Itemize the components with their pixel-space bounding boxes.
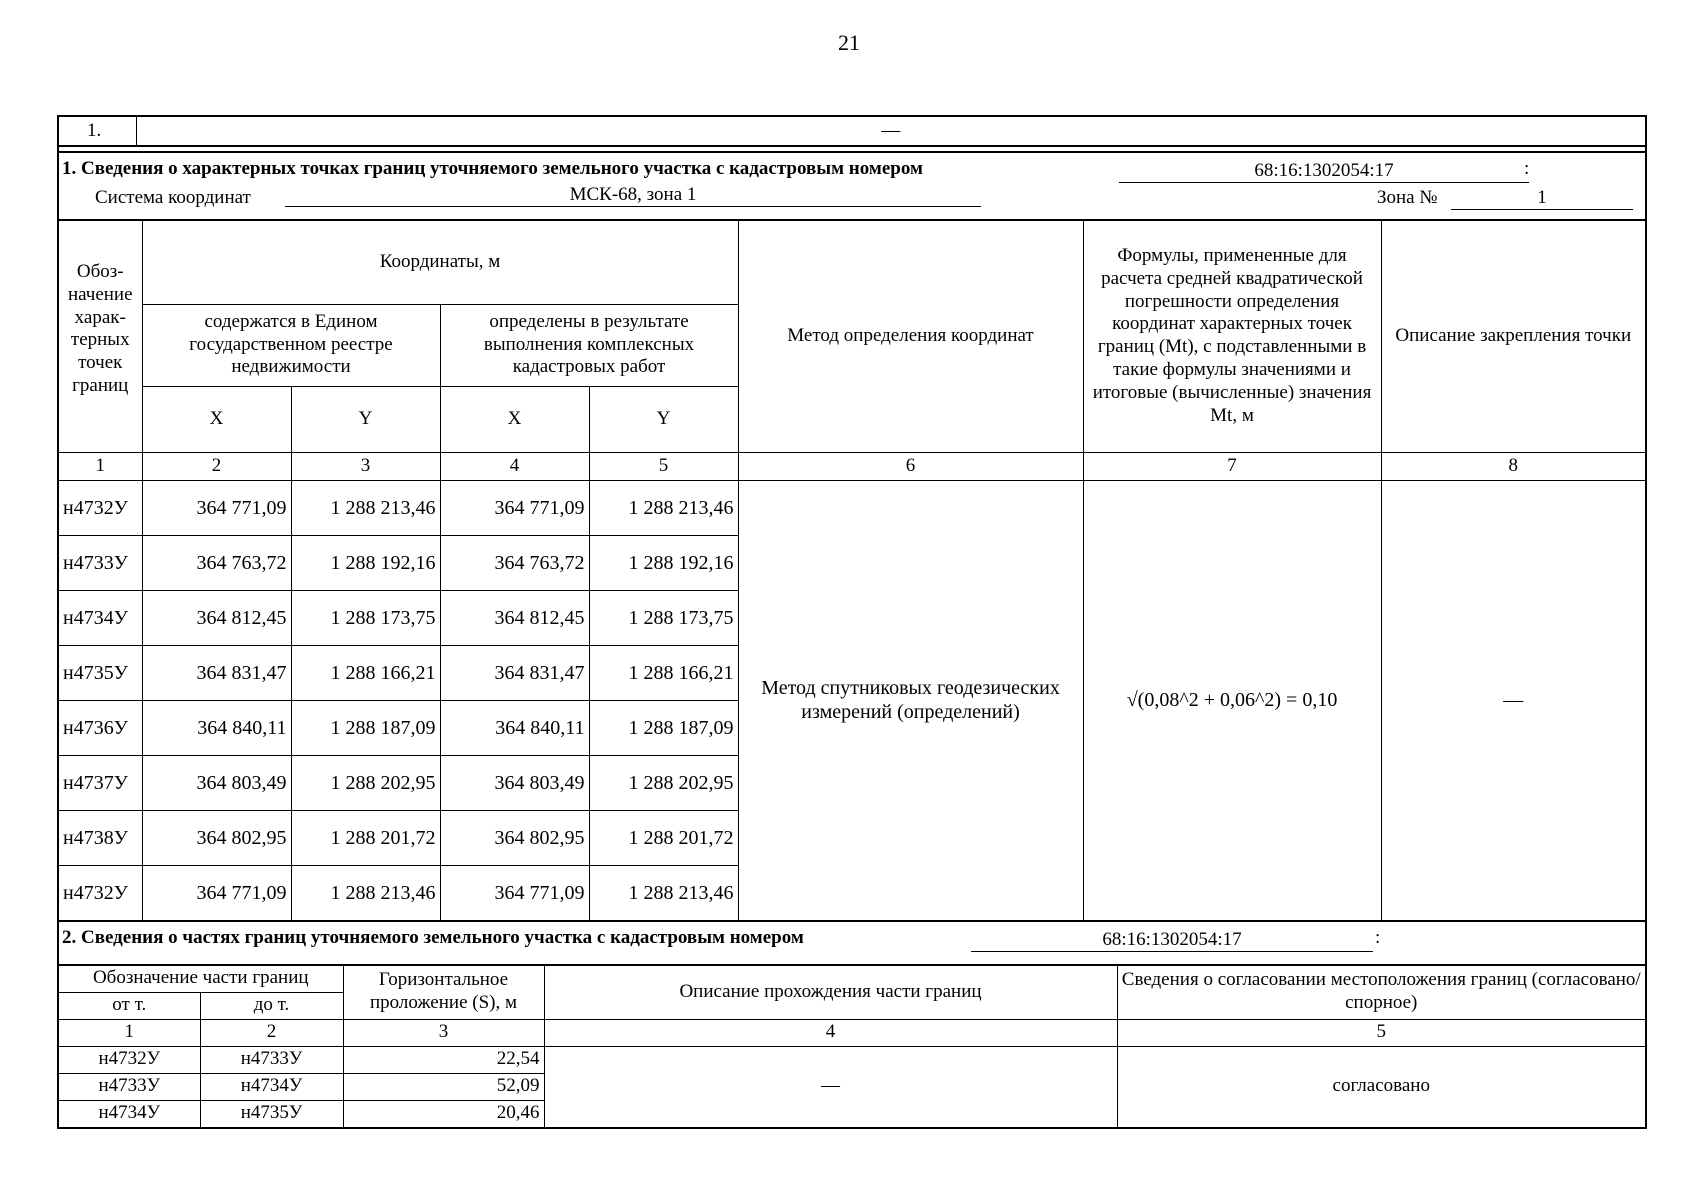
y-kkr-value: 1 288 213,46 xyxy=(589,480,738,535)
horizontal-value: 20,46 xyxy=(343,1100,544,1128)
y-kkr-value: 1 288 213,46 xyxy=(589,865,738,921)
x-kkr-value: 364 771,09 xyxy=(440,865,589,921)
header-to: до т. xyxy=(200,992,343,1019)
x-egrn-value: 364 812,45 xyxy=(142,590,291,645)
x-kkr-value: 364 771,09 xyxy=(440,480,589,535)
point-id: н4736У xyxy=(58,700,142,755)
method-value: Метод спутниковых геодезических измерений (определений) xyxy=(738,480,1083,921)
top-row-value: — xyxy=(136,116,1646,146)
y-egrn-value: 1 288 201,72 xyxy=(291,810,440,865)
header-agreement: Сведения о согласовании местоположения границ (согласовано/спорное) xyxy=(1117,965,1646,1020)
col-number: 4 xyxy=(544,1019,1117,1046)
header-x-egrn: X xyxy=(142,386,291,452)
section1-title: 1. Сведения о характерных точках границ уточняемого земельного участка с кадастровым номером xyxy=(62,158,923,179)
header-kkr: определены в результате выполнения комплексных кадастровых работ xyxy=(440,304,738,386)
col-number: 6 xyxy=(738,452,1083,480)
x-kkr-value: 364 802,95 xyxy=(440,810,589,865)
y-egrn-value: 1 288 192,16 xyxy=(291,535,440,590)
section2-header xyxy=(57,922,1647,964)
x-egrn-value: 364 831,47 xyxy=(142,645,291,700)
section2-cadastral-number: 68:16:1302054:17 xyxy=(971,929,1373,952)
horizontal-value: 52,09 xyxy=(343,1073,544,1100)
y-egrn-value: 1 288 173,75 xyxy=(291,590,440,645)
header-horizontal: Горизонтальное проложение (S), м xyxy=(343,965,544,1020)
col-number: 2 xyxy=(200,1019,343,1046)
section2-colon: : xyxy=(1375,926,1381,948)
col-number: 5 xyxy=(1117,1019,1646,1046)
col-number: 1 xyxy=(58,452,142,480)
y-kkr-value: 1 288 187,09 xyxy=(589,700,738,755)
table-row xyxy=(58,480,1646,535)
y-kkr-value: 1 288 201,72 xyxy=(589,810,738,865)
header-y-kkr: Y xyxy=(589,386,738,452)
section2-title: 2. Сведения о частях границ уточняемого земельного участка с кадастровым номером xyxy=(62,926,804,948)
header-x-kkr: X xyxy=(440,386,589,452)
from-point: н4732У xyxy=(58,1046,200,1073)
point-id: н4737У xyxy=(58,755,142,810)
header-coordinates: Координаты, м xyxy=(142,220,738,304)
y-egrn-value: 1 288 202,95 xyxy=(291,755,440,810)
x-egrn-value: 364 802,95 xyxy=(142,810,291,865)
col-number: 5 xyxy=(589,452,738,480)
to-point: н4734У xyxy=(200,1073,343,1100)
fixing-value: — xyxy=(1381,480,1646,921)
x-egrn-value: 364 803,49 xyxy=(142,755,291,810)
header-method: Метод определения координат xyxy=(738,220,1083,452)
top-row-table xyxy=(57,115,1647,147)
point-id: н4735У xyxy=(58,645,142,700)
to-point: н4733У xyxy=(200,1046,343,1073)
point-id: н4734У xyxy=(58,590,142,645)
x-egrn-value: 364 771,09 xyxy=(142,480,291,535)
coord-system-label: Система координат xyxy=(95,187,251,208)
page-number: 21 xyxy=(838,30,860,55)
points-table xyxy=(57,219,1647,922)
coord-system-value: МСК-68, зона 1 xyxy=(285,184,981,207)
header-y-egrn: Y xyxy=(291,386,440,452)
x-kkr-value: 364 831,47 xyxy=(440,645,589,700)
zone-label: Зона № xyxy=(1377,187,1438,208)
horizontal-value: 22,54 xyxy=(343,1046,544,1073)
y-egrn-value: 1 288 213,46 xyxy=(291,480,440,535)
from-point: н4733У xyxy=(58,1073,200,1100)
point-id: н4738У xyxy=(58,810,142,865)
point-id: н4732У xyxy=(58,480,142,535)
header-egrn: содержатся в Едином государственном реестре недвижимости xyxy=(142,304,440,386)
col-number: 4 xyxy=(440,452,589,480)
y-kkr-value: 1 288 192,16 xyxy=(589,535,738,590)
col-number: 1 xyxy=(58,1019,200,1046)
x-kkr-value: 364 840,11 xyxy=(440,700,589,755)
top-row-number: 1. xyxy=(58,116,136,146)
x-kkr-value: 364 803,49 xyxy=(440,755,589,810)
col-number: 3 xyxy=(343,1019,544,1046)
x-egrn-value: 364 840,11 xyxy=(142,700,291,755)
y-kkr-value: 1 288 166,21 xyxy=(589,645,738,700)
col-number: 7 xyxy=(1083,452,1381,480)
y-kkr-value: 1 288 173,75 xyxy=(589,590,738,645)
formula-value: √(0,08^2 + 0,06^2) = 0,10 xyxy=(1083,480,1381,921)
section1-colon: : xyxy=(1524,158,1530,179)
header-from: от т. xyxy=(58,992,200,1019)
header-description: Описание прохождения части границ xyxy=(544,965,1117,1020)
description-value: — xyxy=(544,1046,1117,1128)
agreement-value: согласовано xyxy=(1117,1046,1646,1128)
from-point: н4734У xyxy=(58,1100,200,1128)
y-egrn-value: 1 288 213,46 xyxy=(291,865,440,921)
point-id: н4733У xyxy=(58,535,142,590)
col-number: 8 xyxy=(1381,452,1646,480)
col-number: 3 xyxy=(291,452,440,480)
point-id: н4732У xyxy=(58,865,142,921)
header-formulas: Формулы, примененные для расчета средней квадратической погрешности определения координат характерных точек границ (Mt), с подставленными в такие формулы значениями и итоговые (вычисленные) значения Mt, м xyxy=(1083,220,1381,452)
col-number: 2 xyxy=(142,452,291,480)
to-point: н4735У xyxy=(200,1100,343,1128)
parts-table xyxy=(57,964,1647,1129)
x-egrn-value: 364 771,09 xyxy=(142,865,291,921)
x-kkr-value: 364 812,45 xyxy=(440,590,589,645)
y-kkr-value: 1 288 202,95 xyxy=(589,755,738,810)
y-egrn-value: 1 288 187,09 xyxy=(291,700,440,755)
section1-header xyxy=(57,151,1647,219)
section1-cadastral-number: 68:16:1302054:17 xyxy=(1119,160,1529,183)
x-kkr-value: 364 763,72 xyxy=(440,535,589,590)
header-part: Обозначение части границ xyxy=(58,965,343,993)
header-designation: Обоз- начение харак- терных точек границ xyxy=(58,220,142,452)
document-form xyxy=(57,115,1647,1129)
zone-value: 1 xyxy=(1451,187,1633,210)
header-fixing: Описание закрепления точки xyxy=(1381,220,1646,452)
table-row xyxy=(58,1046,1646,1073)
y-egrn-value: 1 288 166,21 xyxy=(291,645,440,700)
x-egrn-value: 364 763,72 xyxy=(142,535,291,590)
